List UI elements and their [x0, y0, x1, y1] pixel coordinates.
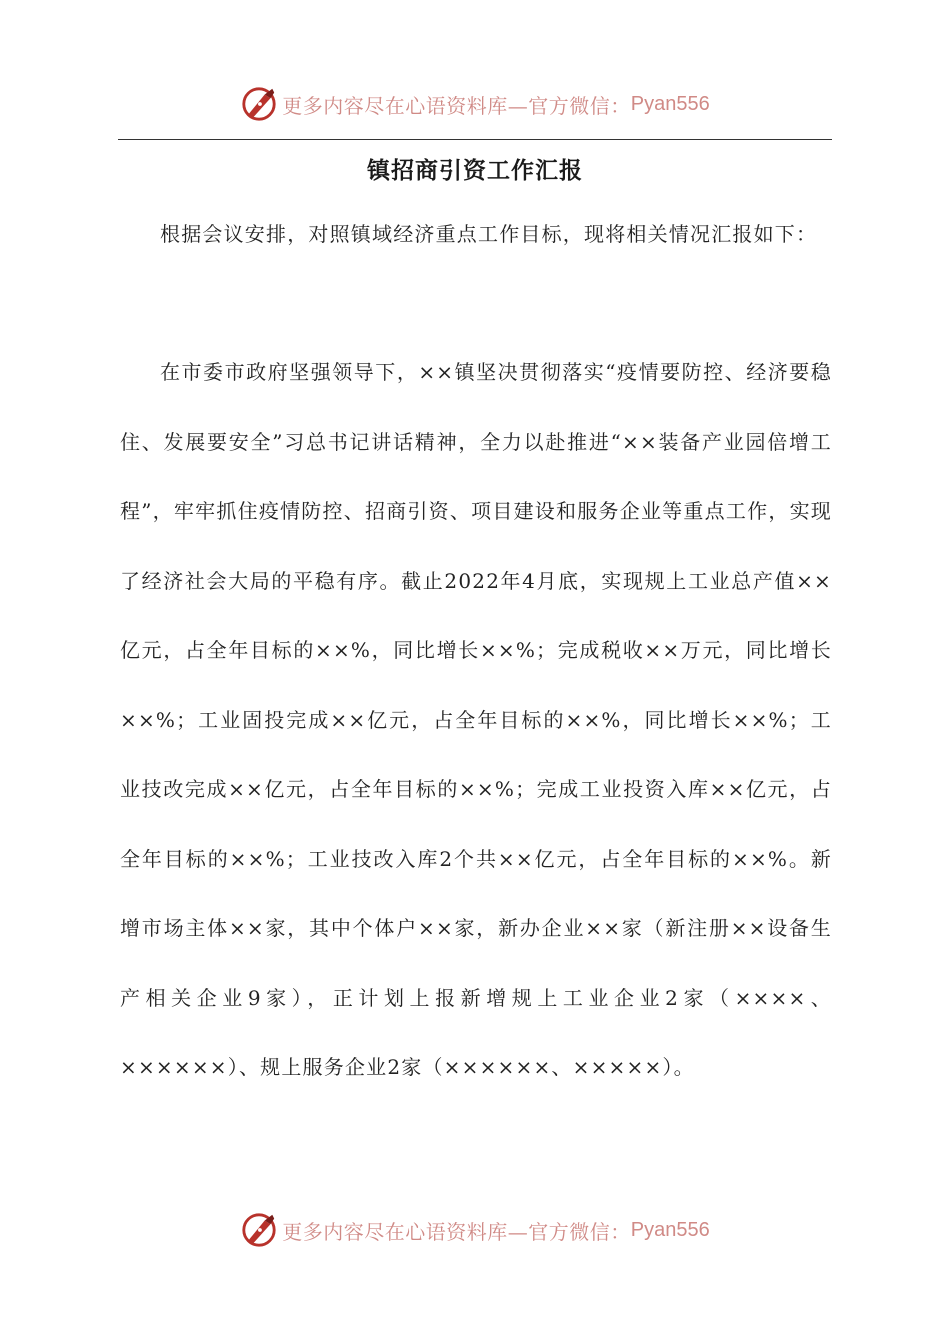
brand-wechat-id: Pyan556 — [630, 1218, 710, 1241]
page-footer — [0, 1210, 950, 1250]
paragraph-body: 在市委市政府坚强领导下，××镇坚决贯彻落实“疫情要防控、经济要稳住、发展要安全”习总书记讲话精神，全力以赴推进“××装备产业园倍增工程”，牢牢抓住疫情防控、招商引资、项目建设和服务企业等重点工作，实现了经济社会大局的平稳有序。截止2022年4月底，实现规上工业总产值××亿元，占全年目标的××%，同比增长××%；完成税收××万元，同比增长××%；工业固投完成××亿元，占全年目标的××%，同比增长××%；工业技改完成××亿元，占全年目标的××%；完成工业投资入库××亿元，占全年目标的××%；工业技改入库2个共××亿元，占全年目标的××%。新增市场主体××家，其中个体户××家，新办企业××家（新注册××设备生产相关企业9家），正计划上报新增规上工业企业2家（××××、××××××）、规上服务企业2家（××××××、×××××）。 — [120, 360, 832, 1079]
brand-text: 更多内容尽在心语资料库—官方微信： — [282, 1219, 631, 1244]
brand-text: 更多内容尽在心语资料库—官方微信： — [282, 93, 631, 118]
paragraph-intro: 根据会议安排，对照镇域经济重点工作目标，现将相关情况汇报如下： — [160, 222, 818, 246]
brand-wechat-id: Pyan556 — [630, 92, 710, 115]
document-title: 镇招商引资工作汇报 — [367, 158, 583, 184]
pen-nib-logo-icon — [240, 1211, 278, 1249]
header-divider — [118, 139, 832, 140]
pen-nib-logo-icon — [240, 85, 278, 123]
page-header — [0, 84, 950, 124]
